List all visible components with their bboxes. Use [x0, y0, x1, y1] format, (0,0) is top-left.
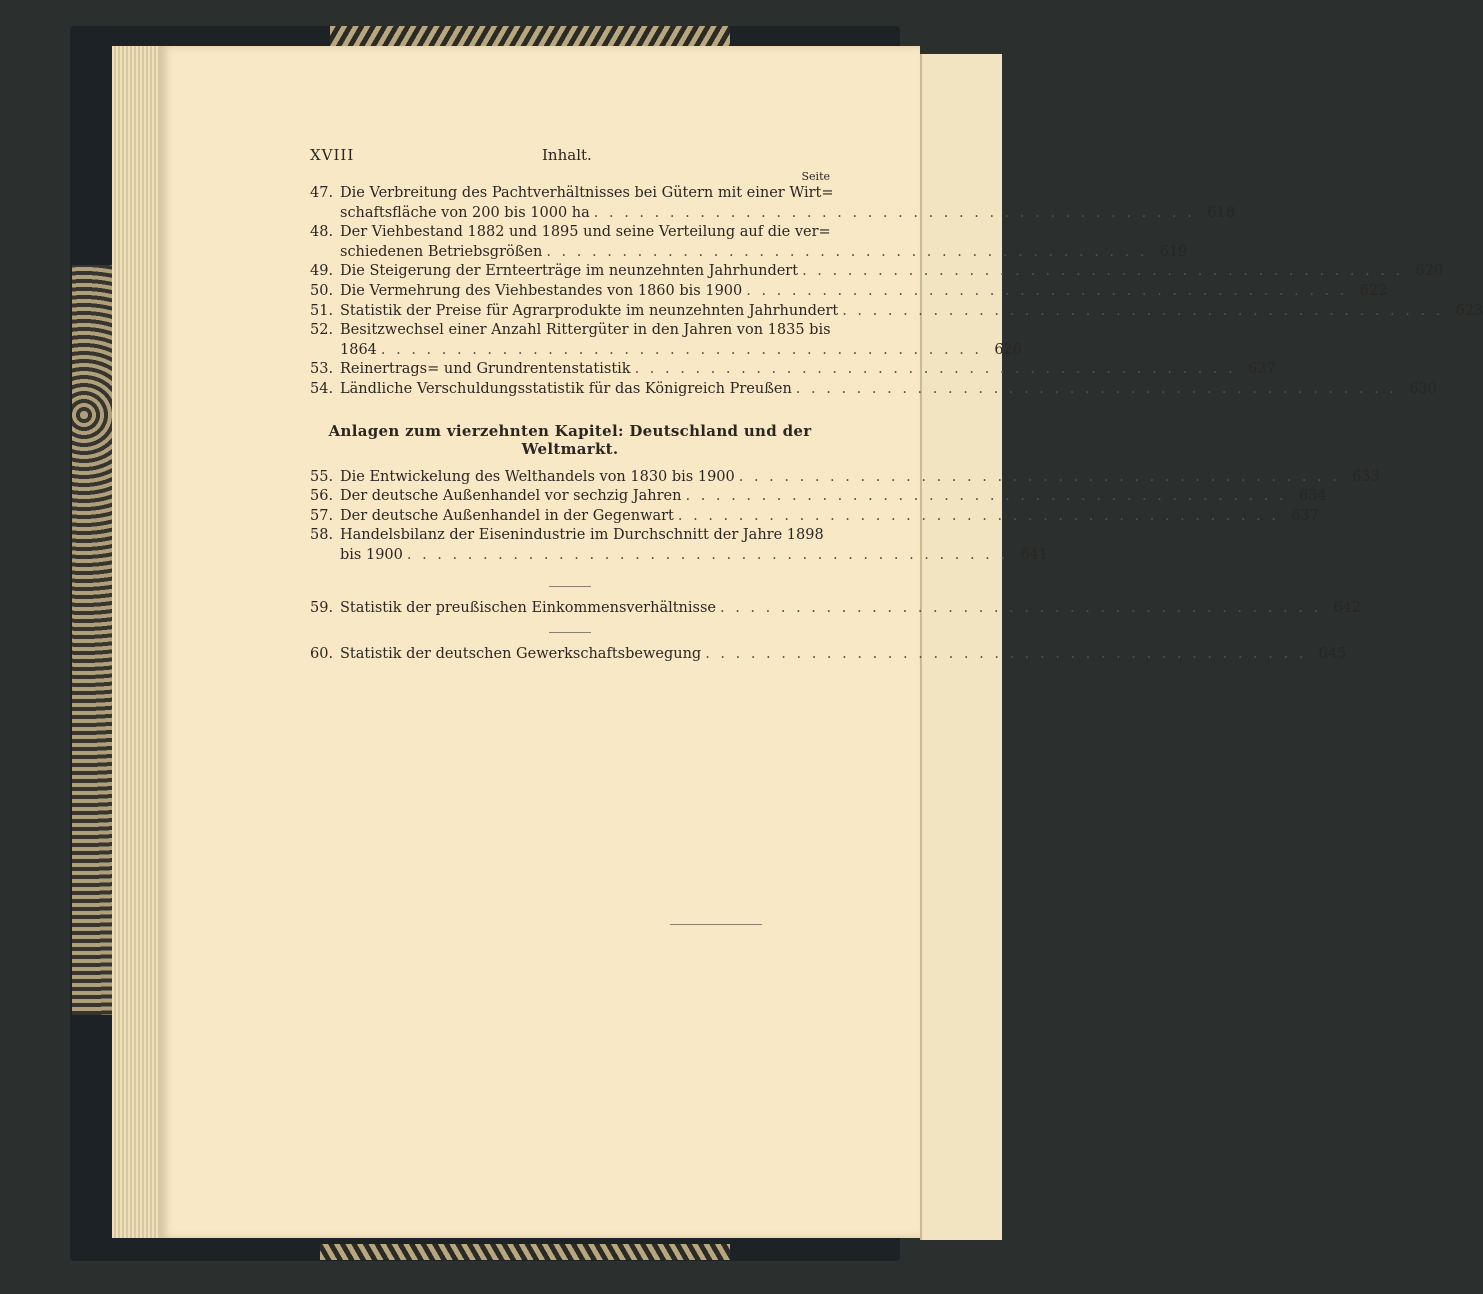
toc-entry: [310, 599, 1362, 619]
leader-dots: . . . . . . . . . . . . . . . . . . . . . . . . . . . . . . . . . . . . . . . .: [842, 302, 1444, 319]
table-of-contents: [310, 146, 1483, 665]
entry-title: Der deutsche Außenhandel in der Gegenwart: [340, 507, 674, 524]
entry-page: 634: [1298, 488, 1327, 505]
entry-page: 637: [1291, 507, 1320, 524]
page-number: XVIII: [310, 146, 355, 164]
leader-dots: . . . . . . . . . . . . . . . . . . . . . . . . . . . . . . . . . . . . . . . .: [685, 488, 1287, 505]
toc-entry: [310, 507, 1320, 527]
entries-world-market: [310, 468, 1380, 566]
seite-label: Seite: [801, 170, 830, 183]
leader-dots: . . . . . . . . . . . . . . . . . . . . . . . . . . . . . . . . . . . . . . . .: [802, 263, 1404, 280]
toc-entry: [310, 380, 1437, 400]
leader-dots: . . . . . . . . . . . . . . . . . . . . . . . . . . . . . . . . . . . . . . . .: [634, 361, 1236, 378]
marbled-cover-bottom: [320, 1244, 730, 1260]
entries-unions: [310, 645, 1347, 665]
entry-page: 623: [1455, 302, 1483, 319]
leader-dots: . . . . . . . . . . . . . . . . . . . . . . . . . . . . . . . . . . . . . . . .: [746, 282, 1348, 299]
entry-number: 54.: [310, 380, 334, 397]
entry-page: 619: [1159, 243, 1188, 260]
entry-title: 1864: [340, 341, 377, 358]
leader-dots: . . . . . . . . . . . . . . . . . . . . . . . . . . . . . . . . . . . . . . . .: [593, 204, 1195, 221]
leader-dots: . . . . . . . . . . . . . . . . . . . . . . . . . . . . . . . . . . . . . . . .: [406, 546, 1008, 563]
entry-number: 52.: [310, 322, 334, 339]
entry-title: Statistik der preußischen Einkommensverhältnisse: [340, 599, 716, 616]
entry-page: 626: [994, 341, 1023, 358]
entries-income: [310, 599, 1362, 619]
end-rule: [670, 924, 762, 925]
toc-entry: [310, 321, 1023, 360]
entry-title: Der Viehbestand 1882 und 1895 und seine Verteilung auf die ver=: [340, 224, 831, 241]
entry-title: Ländliche Verschuldungsstatistik für das Königreich Preußen: [340, 380, 792, 397]
entry-page: 622: [1359, 282, 1388, 299]
leader-dots: . . . . . . . . . . . . . . . . . . . . . . . . . . . . . . . . . . . . . . . .: [795, 380, 1397, 397]
entry-title: bis 1900: [340, 546, 403, 563]
entry-number: 55.: [310, 468, 334, 485]
entry-title: Statistik der deutschen Gewerkschaftsbewegung: [340, 646, 702, 663]
entry-page: 633: [1352, 468, 1380, 485]
entry-page: 627: [1248, 361, 1276, 378]
entry-page: 642: [1333, 599, 1362, 616]
entry-number: 51.: [310, 302, 334, 319]
leader-dots: . . . . . . . . . . . . . . . . . . . . . . . . . . . . . . . . . . . . . . . .: [380, 341, 983, 358]
toc-entry: [310, 360, 1276, 380]
entry-page: 618: [1207, 204, 1235, 221]
entry-number: 49.: [310, 263, 334, 280]
toc-entry: [310, 262, 1444, 282]
entry-title: Der deutsche Außenhandel vor sechzig Jahren: [340, 488, 682, 505]
section-heading: Anlagen zum vierzehnten Kapitel: Deutschland und der Weltmarkt.: [328, 421, 812, 458]
entry-number: 60.: [310, 646, 334, 663]
entry-title: Besitzwechsel einer Anzahl Rittergüter in den Jahren von 1835 bis: [340, 322, 831, 339]
toc-entry: [310, 526, 1048, 565]
entry-title: Die Verbreitung des Pachtverhältnisses bei Gütern mit einer Wirt=: [340, 185, 834, 201]
leader-dots: . . . . . . . . . . . . . . . . . . . . . . . . . . . . . . . . . . . . . . . .: [720, 599, 1322, 616]
entry-page: 620: [1415, 263, 1444, 280]
toc-entry: [310, 468, 1380, 488]
entry-page: 630: [1409, 380, 1437, 397]
entry-number: 56.: [310, 488, 334, 505]
entry-number: 50.: [310, 282, 334, 299]
toc-entry: [310, 184, 1235, 223]
book-page: [160, 46, 1483, 1238]
entry-number: 59.: [310, 599, 334, 616]
entry-number: 53.: [310, 361, 334, 378]
entry-title: Die Steigerung der Ernteerträge im neunzehnten Jahrhundert: [340, 263, 799, 280]
entry-title: Reinertrags= und Grundrentenstatistik: [340, 361, 631, 378]
leader-dots: . . . . . . . . . . . . . . . . . . . . . . . . . . . . . . . . . . . . . . . .: [546, 243, 1148, 260]
toc-entry: [310, 645, 1347, 665]
marbled-cover-spine: [72, 265, 112, 1015]
toc-entry: [310, 487, 1327, 507]
entry-number: 48.: [310, 224, 334, 241]
entry-number: 47.: [310, 185, 334, 201]
entry-title: schaftsfläche von 200 bis 1000 ha: [340, 204, 590, 221]
separator-rule: [549, 632, 591, 633]
entry-page: 641: [1020, 546, 1048, 563]
marbled-cover-top: [330, 26, 730, 48]
leader-dots: . . . . . . . . . . . . . . . . . . . . . . . . . . . . . . . . . . . . . . . .: [738, 468, 1340, 485]
entry-page: 645: [1318, 646, 1347, 663]
toc-entry: [310, 282, 1388, 302]
separator-rule: [549, 586, 591, 587]
entry-title: Statistik der Preise für Agrarprodukte im neunzehnten Jahrhundert: [340, 302, 839, 319]
leader-dots: . . . . . . . . . . . . . . . . . . . . . . . . . . . . . . . . . . . . . . . .: [677, 507, 1280, 524]
entry-title: Die Vermehrung des Viehbestandes von 1860 bis 1900: [340, 282, 743, 299]
entry-title: Die Entwickelung des Welthandels von 1830 bis 1900: [340, 468, 735, 485]
entry-number: 58.: [310, 527, 334, 544]
toc-entry: [310, 223, 1188, 262]
entry-title: schiedenen Betriebsgrößen: [340, 243, 543, 260]
leader-dots: . . . . . . . . . . . . . . . . . . . . . . . . . . . . . . . . . . . . . . . .: [705, 646, 1307, 663]
toc-entry: [310, 302, 1483, 322]
running-title: Inhalt.: [542, 146, 592, 164]
entry-number: 57.: [310, 507, 334, 524]
entries-agriculture: [310, 184, 1483, 400]
running-header: [310, 146, 830, 168]
entry-title: Handelsbilanz der Eisenindustrie im Durchschnitt der Jahre 1898: [340, 527, 824, 544]
